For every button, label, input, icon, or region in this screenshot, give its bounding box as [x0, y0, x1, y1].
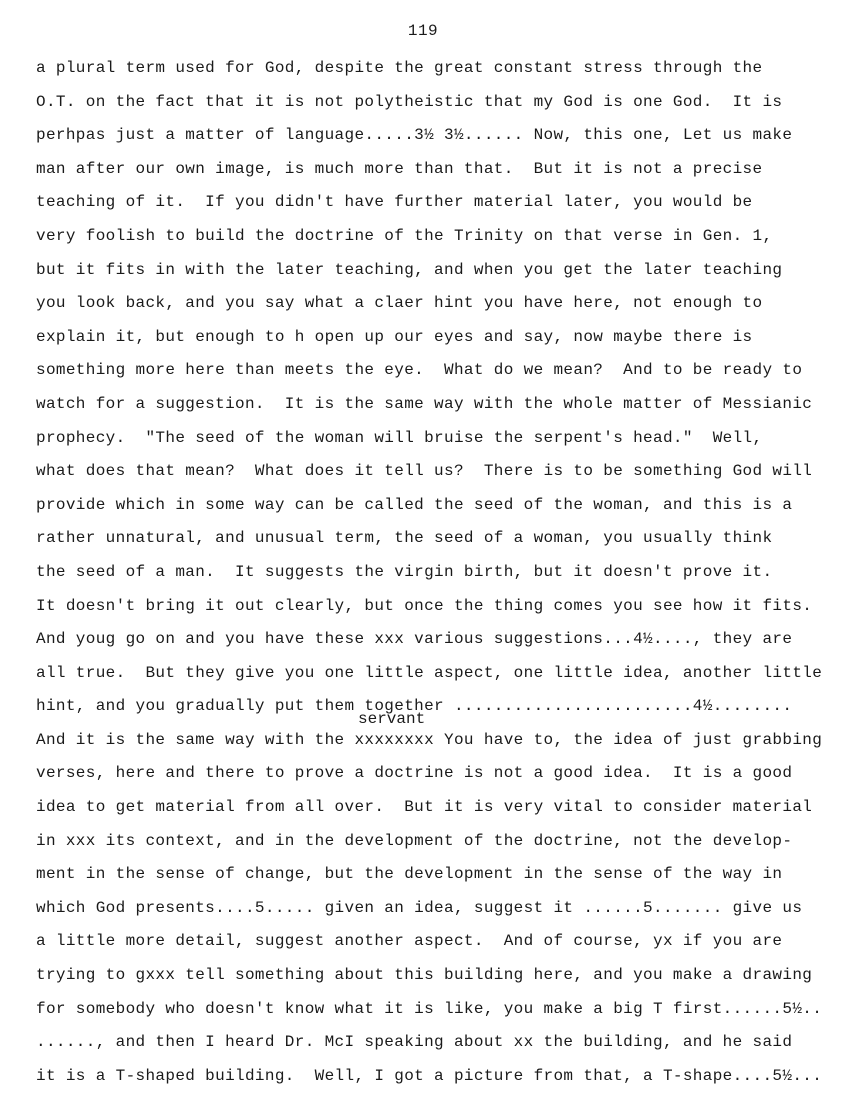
page-number: 119: [407, 22, 439, 40]
interlinear-insertion: servant: [358, 710, 426, 728]
text-line: which God presents....5..... given an idea, suggest it ......5....... give us: [36, 898, 803, 917]
text-line: rather unnatural, and unusual term, the seed of a woman, you usually think: [36, 529, 773, 548]
text-line: something more here than meets the eye. What do we mean? And to be ready to: [36, 361, 803, 380]
text-line: watch for a suggestion. It is the same way with the whole matter of Messianic: [36, 394, 813, 413]
text-line: it is a T-shaped building. Well, I got a picture from that, a T-shape....5½...: [36, 1066, 823, 1085]
text-line: And it is the same way with the xxxxxxxx You have to, the idea of just grabbing: [36, 730, 823, 749]
text-line: a little more detail, suggest another aspect. And of course, yx if you are: [36, 932, 783, 951]
text-line: the seed of a man. It suggests the virgin birth, but it doesn't prove it.: [36, 562, 773, 581]
text-line: man after our own image, is much more than that. But it is not a precise: [36, 159, 763, 178]
text-line: for somebody who doesn't know what it is like, you make a big T first......5½..: [36, 999, 823, 1018]
text-line: perhpas just a matter of language.....3½ 3½...... Now, this one, Let us make: [36, 126, 793, 145]
text-line: ment in the sense of change, but the development in the sense of the way in: [36, 865, 783, 884]
page-body: [36, 52, 836, 1093]
text-line: O.T. on the fact that it is not polytheistic that my God is one God. It is: [36, 92, 783, 111]
text-line: And youg go on and you have these xxx various suggestions...4½...., they are: [36, 630, 793, 649]
text-line: teaching of it. If you didn't have further material later, you would be: [36, 193, 753, 212]
text-line: a plural term used for God, despite the great constant stress through the: [36, 59, 763, 77]
text-line: provide which in some way can be called the seed of the woman, and this is a: [36, 495, 793, 514]
text-line: but it fits in with the later teaching, and when you get the later teaching: [36, 260, 783, 279]
text-line: in xxx its context, and in the development of the doctrine, not the develop-: [36, 831, 793, 850]
text-line: all true. But they give you one little aspect, one little idea, another little: [36, 663, 823, 682]
text-line: It doesn't bring it out clearly, but once the thing comes you see how it fits.: [36, 596, 813, 615]
text-line: prophecy. "The seed of the woman will bruise the serpent's head." Well,: [36, 428, 763, 447]
text-line: ......, and then I heard Dr. McI speaking about xx the building, and he said: [36, 1033, 793, 1052]
text-line: very foolish to build the doctrine of the Trinity on that verse in Gen. 1,: [36, 226, 773, 245]
text-line: explain it, but enough to h open up our eyes and say, now maybe there is: [36, 327, 753, 346]
text-line: trying to gxxx tell something about this building here, and you make a drawing: [36, 966, 813, 985]
text-line: you look back, and you say what a claer hint you have here, not enough to: [36, 294, 763, 313]
text-line: what does that mean? What does it tell us? There is to be something God will: [36, 462, 813, 481]
text-line: idea to get material from all over. But it is very vital to consider material: [36, 798, 813, 817]
text-line: hint, and you gradually put them together ........................4½........: [36, 697, 793, 716]
text-line: verses, here and there to prove a doctrine is not a good idea. It is a good: [36, 764, 793, 783]
